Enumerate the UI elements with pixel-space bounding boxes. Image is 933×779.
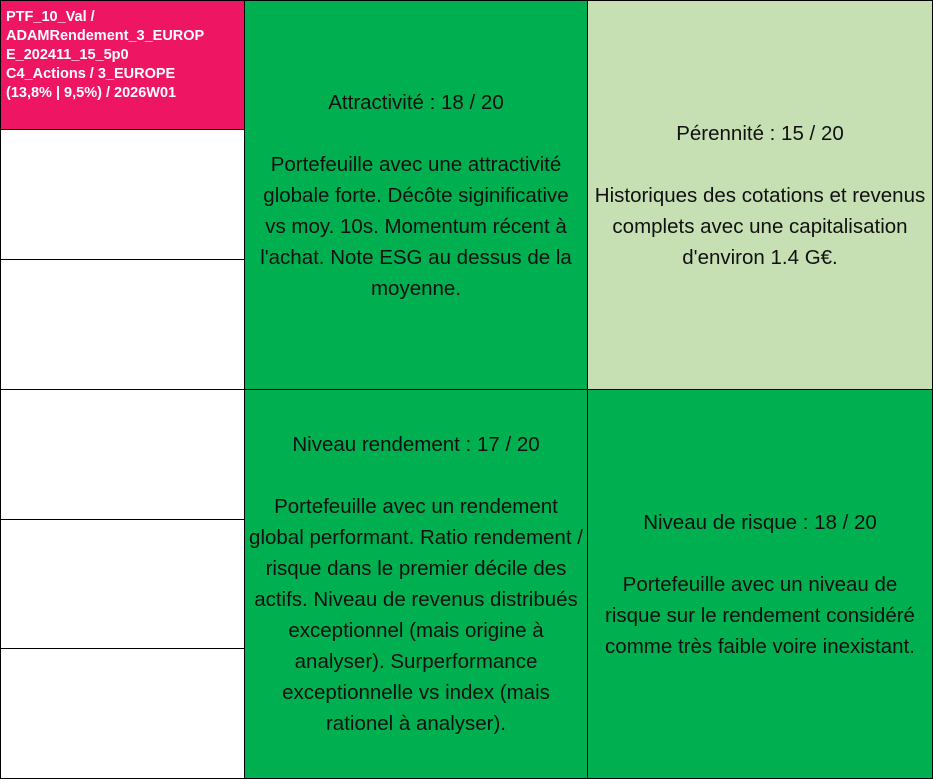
header-line: PTF_10_Val / (6, 9, 95, 25)
rendement-card[interactable] (244, 389, 588, 779)
risque-title: Niveau de risque : 18 / 20 (643, 510, 877, 534)
risque-card[interactable] (587, 389, 933, 779)
empty-cell[interactable] (0, 259, 245, 390)
attractivite-body: Portefeuille avec une attractivité globale forte. Décôte siginificative vs moy. 10s. Momentum récent à l'achat. Note ESG au dessus de la moyenne. (260, 152, 572, 300)
attractivite-title: Attractivité : 18 / 20 (328, 90, 504, 114)
risque-body: Portefeuille avec un niveau de risque sur le rendement considéré comme très faible voire inexistant. (605, 572, 915, 658)
empty-cell[interactable] (0, 389, 245, 520)
empty-cell[interactable] (0, 129, 245, 260)
empty-cell[interactable] (0, 519, 245, 649)
perennite-body: Historiques des cotations et revenus complets avec une capitalisation d'environ 1.4 G€. (594, 183, 926, 269)
perennite-title: Pérennité : 15 / 20 (676, 121, 844, 145)
empty-cell[interactable] (0, 648, 245, 779)
attractivite-card[interactable] (244, 0, 588, 390)
header-line: ADAMRendement_3_EUROP (6, 28, 205, 44)
rendement-body: Portefeuille avec un rendement global performant. Ratio rendement / risque dans le premier décile des actifs. Niveau de revenus distribués exceptionnel (mais origine à analyser). Surperformance exceptionnelle vs index (mais rationel à analyser). (249, 495, 583, 735)
rendement-title: Niveau rendement : 17 / 20 (292, 433, 540, 456)
perennite-card[interactable] (587, 0, 933, 390)
header-line: (13,8% | 9,5%) / 2026W01 (6, 85, 177, 101)
header-line: E_202411_15_5p0 (6, 47, 129, 63)
portfolio-header-cell[interactable] (0, 0, 245, 130)
header-line: C4_Actions / 3_EUROPE (6, 66, 176, 82)
